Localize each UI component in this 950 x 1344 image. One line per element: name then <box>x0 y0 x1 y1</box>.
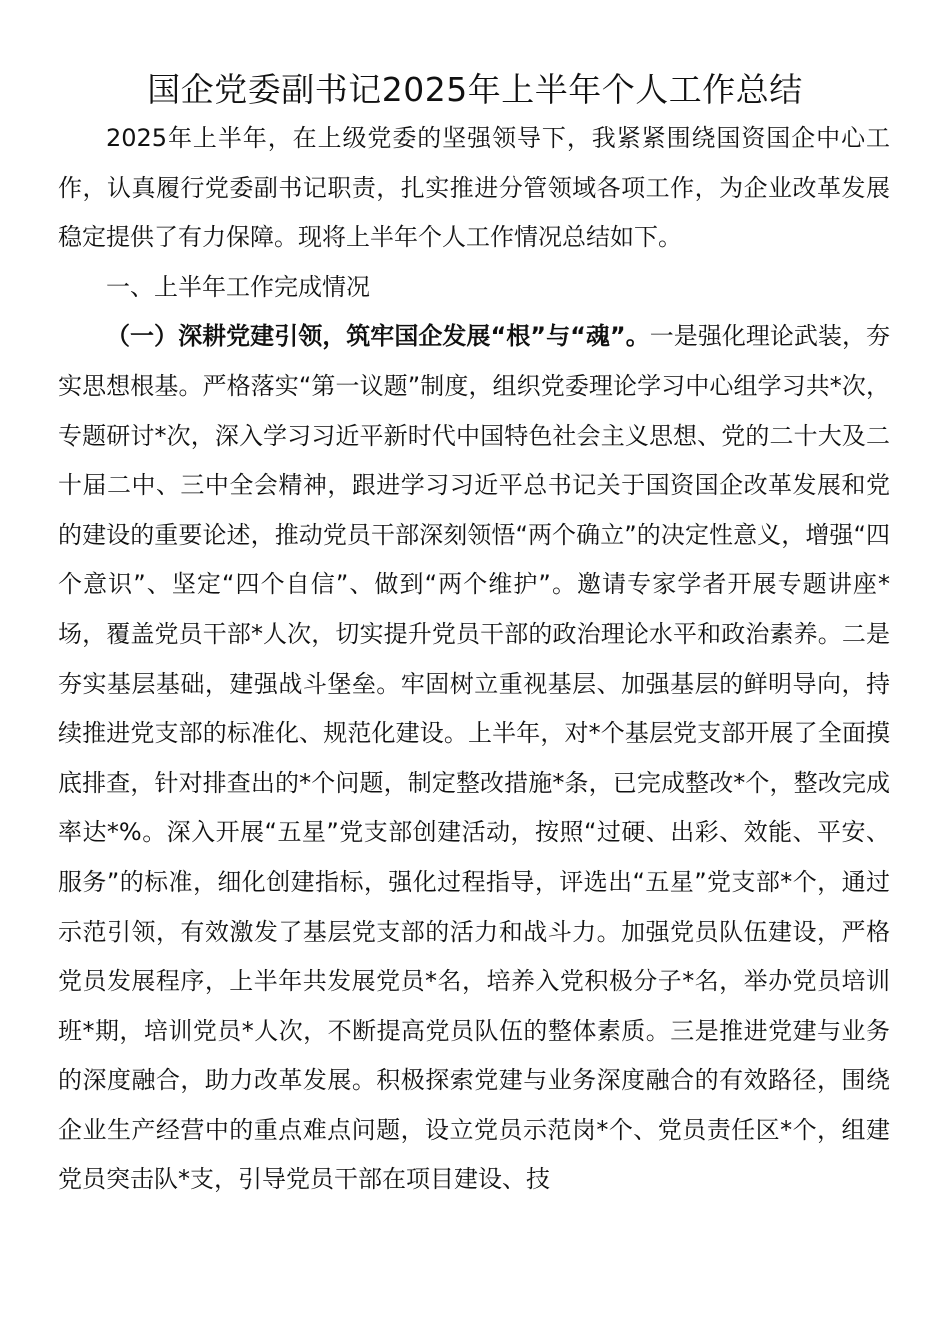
intro-paragraph: 2025年上半年，在上级党委的坚强领导下，我紧紧围绕国资国企中心工作，认真履行党委副书记职责，扎实推进分管领域各项工作，为企业改革发展稳定提供了有力保障。现将上半年个人工作情况总结如下。 <box>58 124 890 252</box>
document-body <box>58 114 890 1205</box>
subsection-paragraph <box>58 312 890 1205</box>
document-title: 国企党委副书记2025年上半年个人工作总结 <box>147 70 803 109</box>
section-heading: 一、上半年工作完成情况 <box>106 272 370 301</box>
subsection-heading: （一）深耕党建引领，筑牢国企发展“根”与“魂”。 <box>106 322 650 351</box>
subsection-body: 一是强化理论武装，夯实思想根基。严格落实“第一议题”制度，组织党委理论学习中心组学习共*次，专题研讨*次，深入学习习近平新时代中国特色社会主义思想、党的二十大及二十届二中、三中全会精神，跟进学习习近平总书记关于国资国企改革发展和党的建设的重要论述，推动党员干部深刻领悟“两个确立”的决定性意义，增强“四个意识”、坚定“四个自信”、做到“两个维护”。邀请专家学者开展专题讲座*场，覆盖党员干部*人次，切实提升党员干部的政治理论水平和政治素养。二是夯实基层基础，建强战斗堡垒。牢固树立重视基层、加强基层的鲜明导向，持续推进党支部的标准化、规范化建设。上半年，对*个基层党支部开展了全面摸底排查，针对排查出的*个问题，制定整改措施*条，已完成整改*个，整改完成率达*%。深入开展“五星”党支部创建活动，按照“过硬、出彩、效能、平安、服务”的标准，细化创建指标，强化过程指导，评选出“五星”党支部*个，通过示范引领，有效激发了基层党支部的活力和战斗力。加强党员队伍建设，严格党员发展程序，上半年共发展党员*名，培养入党积极分子*名，举办党员培训班*期，培训党员*人次，不断提高党员队伍的整体素质。三是推进党建与业务的深度融合，助力改革发展。积极探索党建与业务深度融合的有效路径，围绕企业生产经营中的重点难点问题，设立党员示范岗*个、党员责任区*个，组建党员突击队*支，引导党员干部在项目建设、技 <box>58 322 891 1194</box>
